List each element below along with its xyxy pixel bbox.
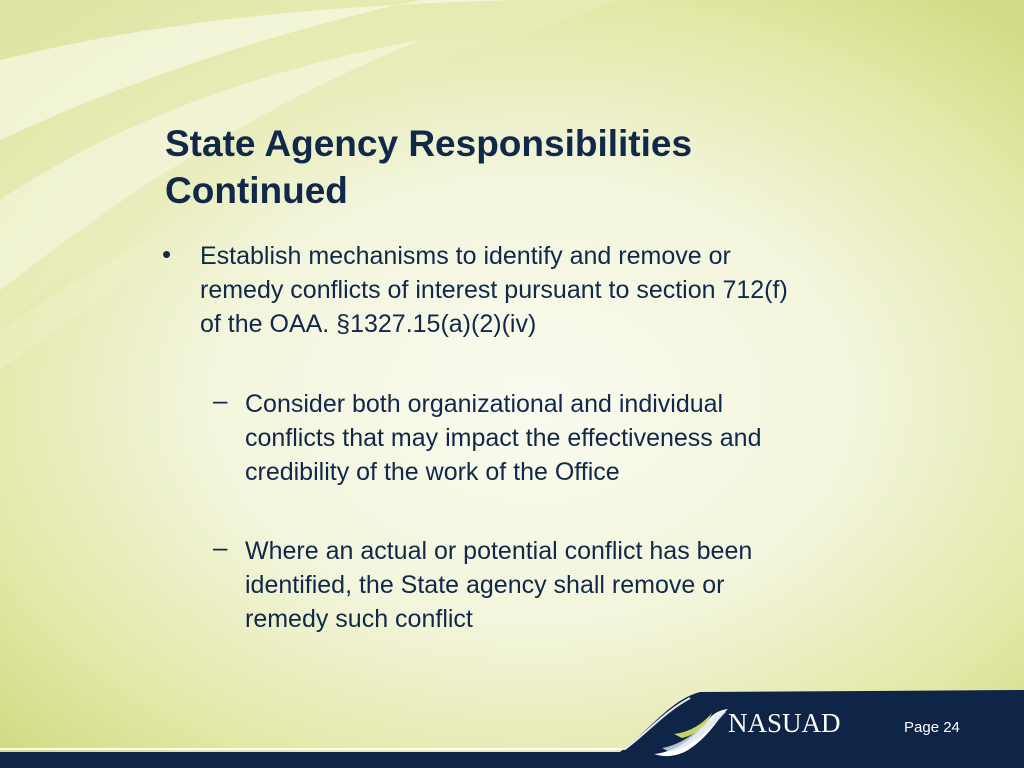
bullet-line: of the OAA. §1327.15(a)(2)(iv) bbox=[200, 310, 537, 338]
slide-title-line-1: State Agency Responsibilities bbox=[165, 123, 693, 164]
dash-marker: – bbox=[213, 385, 228, 415]
slide-title-line-2: Continued bbox=[165, 170, 348, 211]
sub-bullet-line: identified, the State agency shall remove or bbox=[245, 571, 725, 599]
bullet-line: Establish mechanisms to identify and remove or bbox=[200, 242, 731, 270]
nasuad-logo-text: NASUAD bbox=[728, 708, 841, 738]
sub-bullet-line: credibility of the work of the Office bbox=[245, 458, 620, 486]
sub-bullet-line: Consider both organizational and individual bbox=[245, 390, 724, 418]
sub-bullet-line: remedy such conflict bbox=[245, 605, 473, 633]
bullet-marker: • bbox=[162, 239, 172, 269]
sub-bullet-line: conflicts that may impact the effectiveness and bbox=[245, 424, 762, 452]
sub-bullet-line: Where an actual or potential conflict has been bbox=[245, 537, 753, 565]
dash-marker: – bbox=[213, 532, 228, 562]
bullet-line: remedy conflicts of interest pursuant to section 712(f) bbox=[200, 276, 788, 304]
page-number: Page 24 bbox=[904, 719, 960, 736]
